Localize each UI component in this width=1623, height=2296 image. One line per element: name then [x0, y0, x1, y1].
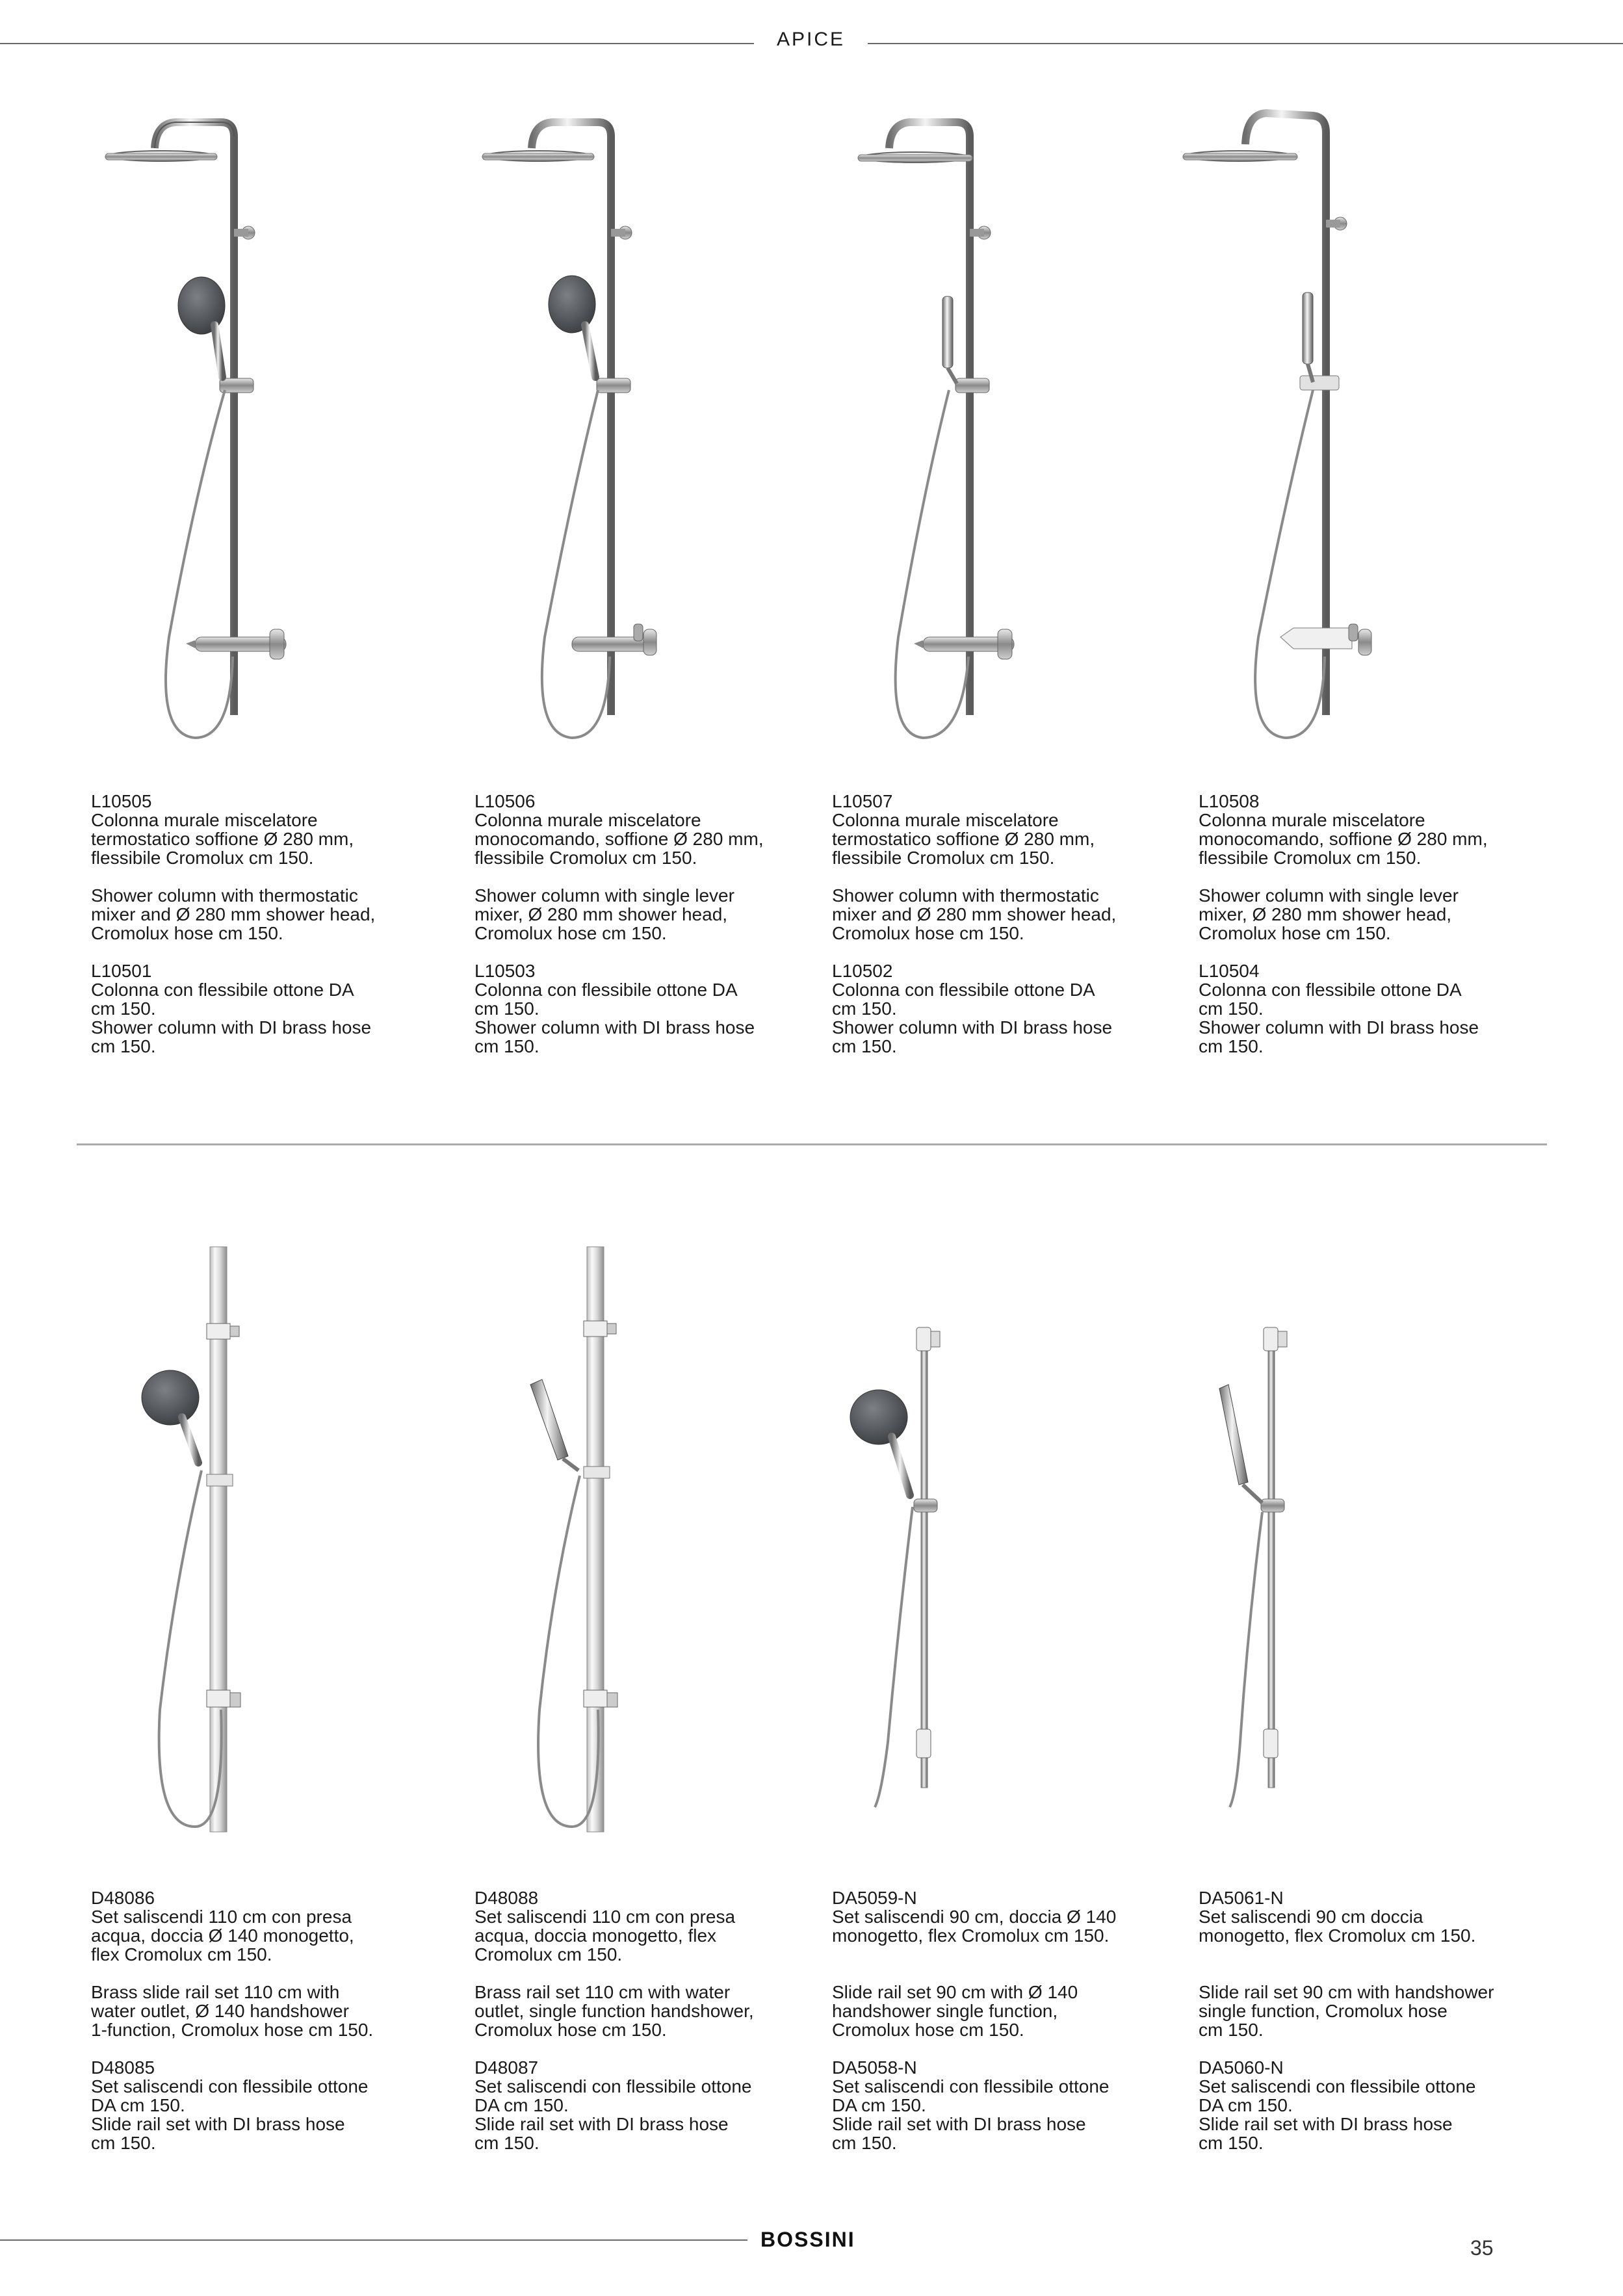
product-code: D48086 — [91, 1888, 155, 1908]
product-code: L10507 — [832, 791, 893, 811]
product-description: DA5061-N Set saliscendi 90 cm doccia monogetto, flex Cromolux cm 150. Slide rail set 90 cm with handshower single function, Cromolux hose cm 150. DA5060-N Set saliscendi con flessibile ottone DA cm 150. Slide rail set with DI brass hose cm 150. — [1199, 1888, 1537, 2152]
page-title: APICE — [776, 29, 846, 50]
variant-code: DA5060-N — [1199, 2057, 1284, 2078]
slide-rail-set-image — [377, 1170, 741, 1885]
shower-column-image — [0, 0, 364, 793]
slide-rail-set-image — [0, 1170, 364, 1885]
page-number: 35 — [1470, 2236, 1494, 2260]
product-code: D48088 — [474, 1888, 539, 1908]
product-description: L10507 Colonna murale miscelatore termostatico soffione Ø 280 mm, flessibile Cromolux cm 150. Shower column with thermostatic mixer and Ø 280 mm shower head, Cromolux hose cm 150. L10502 Colonna con flessibile ottone DA cm 150. Shower column with DI brass hose cm 150. — [832, 792, 1170, 1056]
variant-code: DA5058-N — [832, 2057, 917, 2078]
slide-rail-set-image — [728, 1170, 1092, 1885]
variant-code: D48085 — [91, 2057, 155, 2078]
slide-rail-set-image — [1092, 1170, 1456, 1885]
shower-column-image — [728, 0, 1092, 793]
variant-code: L10504 — [1199, 961, 1260, 981]
product-code: L10508 — [1199, 791, 1260, 811]
variant-code: L10503 — [474, 961, 536, 981]
product-description: D48086 Set saliscendi 110 cm con presa acqua, doccia Ø 140 monogetto, flex Cromolux cm 150. Brass slide rail set 110 cm with water outlet, Ø 140 handshower 1-function, Cromolux hose cm 150. D48085 Set saliscendi con flessibile ottone DA cm 150. Slide rail set with DI brass hose cm 150. — [91, 1888, 429, 2152]
section-divider — [77, 1143, 1547, 1145]
brand-logo: BOSSINI — [760, 2228, 855, 2251]
product-description: L10508 Colonna murale miscelatore monocomando, soffione Ø 280 mm, flessibile Cromolux cm 150. Shower column with single lever mixer, Ø 280 mm shower head, Cromolux hose cm 150. L10504 Colonna con flessibile ottone DA cm 150. Shower column with DI brass hose cm 150. — [1199, 792, 1537, 1056]
product-description: L10506 Colonna murale miscelatore monocomando, soffione Ø 280 mm, flessibile Cromolux cm 150. Shower column with single lever mixer, Ø 280 mm shower head, Cromolux hose cm 150. L10503 Colonna con flessibile ottone DA cm 150. Shower column with DI brass hose cm 150. — [474, 792, 812, 1056]
product-code: L10505 — [91, 791, 152, 811]
product-description: DA5059-N Set saliscendi 90 cm, doccia Ø 140 monogetto, flex Cromolux cm 150. Slide rail set 90 cm with Ø 140 handshower single function, Cromolux hose cm 150. DA5058-N Set saliscendi con flessibile ottone DA cm 150. Slide rail set with DI brass hose cm 150. — [832, 1888, 1170, 2152]
variant-code: L10502 — [832, 961, 893, 981]
product-description: D48088 Set saliscendi 110 cm con presa acqua, doccia monogetto, flex Cromolux cm 150. Brass rail set 110 cm with water outlet, single function handshower, Cromolux hose cm 150. D48087 Set saliscendi con flessibile ottone DA cm 150. Slide rail set with DI brass hose cm 150. — [474, 1888, 812, 2152]
product-code: L10506 — [474, 791, 536, 811]
shower-column-image — [377, 0, 741, 793]
variant-code: L10501 — [91, 961, 152, 981]
variant-code: D48087 — [474, 2057, 539, 2078]
footer-rule — [0, 2239, 747, 2241]
shower-column-image — [1092, 0, 1456, 793]
product-description: L10505 Colonna murale miscelatore termostatico soffione Ø 280 mm, flessibile Cromolux cm 150. Shower column with thermostatic mixer and Ø 280 mm shower head, Cromolux hose cm 150. L10501 Colonna con flessibile ottone DA cm 150. Shower column with DI brass hose cm 150. — [91, 792, 416, 1056]
product-code: DA5059-N — [832, 1888, 917, 1908]
product-code: DA5061-N — [1199, 1888, 1284, 1908]
